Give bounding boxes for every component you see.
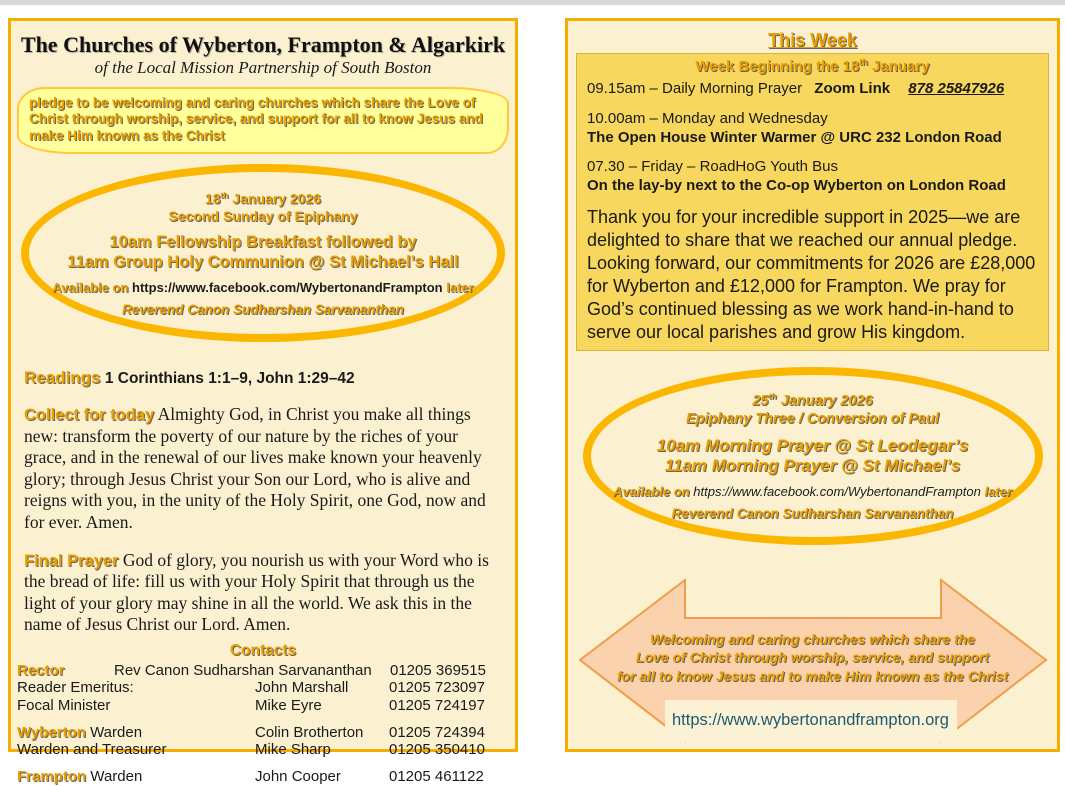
this-week-heading: This Week bbox=[768, 30, 857, 50]
mission-line-1: Welcoming and caring churches which share the bbox=[650, 630, 975, 647]
week-beginning-heading: Week Beginning the 18th January bbox=[695, 57, 930, 75]
contact-name: Mike Eyre bbox=[255, 696, 322, 714]
mission-line-3: for all to know Jesus and to make Him known as the Christ bbox=[616, 667, 1009, 684]
later-label: later bbox=[446, 280, 474, 296]
service-line-1: 10am Morning Prayer @ St Leodegar’s bbox=[656, 436, 969, 456]
available-on-label: Available on bbox=[613, 483, 690, 499]
thank-you-paragraph: Thank you for your incredible support in 2025—we are delighted to share that we reached our annual pledge. Looking forward, our commitments for 2026 are £28,000 for Wyberton and £12,000 for Frampton. We pray for God’s continued blessing as we work hand-in-hand to serve our local parishes and grow His kingdom. bbox=[587, 206, 1036, 342]
contact-name: Colin Brotherton bbox=[255, 723, 364, 741]
open-house-location: The Open House Winter Warmer @ URC 232 London Road bbox=[587, 128, 1002, 146]
minister-name: Reverend Canon Sudharshan Sarvananthan bbox=[671, 505, 954, 521]
mission-line-2: Love of Christ through worship, service, and support bbox=[635, 649, 990, 666]
final-prayer-text: God of glory, you nourish us with your Word who is the bread of life: fill us with your Holy Spirit that through us the light of your glory may shine in all the world. We ask this in the name of Jesus Christ our Lord. Amen. bbox=[24, 549, 489, 635]
collect-paragraph bbox=[24, 404, 502, 533]
contact-role: Wyberton Warden bbox=[17, 723, 143, 741]
morning-prayer-text: 09.15am – Daily Morning Prayer bbox=[587, 80, 803, 97]
schedule-item-open-house bbox=[587, 110, 1038, 148]
service-oval-18-jan bbox=[21, 164, 505, 342]
contact-row-focal-minister bbox=[17, 697, 511, 715]
contact-name: John Marshall bbox=[255, 679, 349, 697]
pledge-text: pledge to be welcoming and caring churches which share the Love of Christ through worship, service, and support for all to know Jesus and make Him known as the Christ bbox=[29, 95, 483, 143]
contact-row-rector bbox=[17, 662, 511, 680]
contact-phone: 01205 724197 bbox=[389, 696, 485, 714]
contact-phone: 01205 724394 bbox=[389, 723, 485, 741]
contact-name: John Cooper bbox=[255, 768, 341, 785]
window-top-edge bbox=[0, 0, 1065, 5]
contact-row-frampton-warden bbox=[17, 768, 511, 786]
zoom-link-label: Zoom Link bbox=[814, 80, 891, 97]
available-on-label: Available on bbox=[52, 280, 129, 296]
service-date: 25th January 2026 bbox=[752, 391, 873, 409]
mission-arrow-banner bbox=[577, 567, 1049, 755]
facebook-link[interactable]: https://www.facebook.com/WybertonandFrampton bbox=[132, 280, 443, 296]
website-url-box bbox=[665, 700, 957, 742]
readings-text: 1 Corinthians 1:1–9, John 1:29–42 bbox=[104, 370, 355, 388]
liturgical-day: Epiphany Three / Conversion of Paul bbox=[686, 410, 939, 427]
church-title: The Churches of Wyberton, Frampton & Algarkirk bbox=[20, 32, 506, 57]
youth-bus-time: 07.30 – Friday – RoadHoG Youth Bus bbox=[587, 158, 839, 176]
church-subtitle: of the Local Mission Partnership of South Boston bbox=[94, 58, 432, 77]
contact-phone: 01205 461122 bbox=[389, 768, 484, 785]
contact-phone: 01205 723097 bbox=[389, 679, 485, 697]
collect-label: Collect for today bbox=[24, 406, 155, 425]
contacts-table bbox=[11, 660, 515, 786]
contact-role: Rector bbox=[17, 661, 65, 679]
availability-line bbox=[52, 280, 473, 295]
zoom-meeting-id[interactable]: 878 25847926 bbox=[908, 80, 1005, 97]
right-page-panel bbox=[565, 18, 1060, 752]
final-prayer-paragraph bbox=[24, 550, 502, 636]
minister-name: Reverend Canon Sudharshan Sarvananthan bbox=[121, 302, 405, 318]
contact-role: Frampton Warden bbox=[17, 768, 143, 785]
final-prayer-label: Final Prayer bbox=[24, 551, 119, 570]
open-house-time: 10.00am – Monday and Wednesday bbox=[587, 109, 828, 127]
pledge-banner bbox=[17, 87, 509, 154]
service-oval-25-jan bbox=[583, 367, 1043, 545]
contact-role: Focal Minister bbox=[17, 696, 111, 714]
contact-row-warden-treasurer bbox=[17, 741, 511, 759]
collect-text: Almighty God, in Christ you make all things new: transform the poverty of our nature by the riches of your grace, and in the renewal of our lives make known your heavenly glory; through Jesus Christ your Son our Lord, who is alive and reigns with you, in the unity of the Holy Spirit, one God, now and for ever. Amen. bbox=[24, 404, 486, 532]
contact-row-wyberton-warden bbox=[17, 724, 511, 742]
left-page-panel bbox=[8, 18, 518, 785]
schedule-item-youth-bus bbox=[587, 158, 1038, 196]
youth-bus-location: On the lay-by next to the Co-op Wyberton on London Road bbox=[587, 177, 1006, 194]
contact-row-reader-emeritus bbox=[17, 679, 511, 697]
contact-phone: 01205 369515 bbox=[390, 661, 486, 679]
readings-label: Readings bbox=[24, 368, 101, 388]
later-label: later bbox=[984, 483, 1012, 499]
website-link[interactable]: https://www.wybertonandframpton.org bbox=[672, 711, 949, 730]
contact-phone: 01205 350410 bbox=[389, 741, 485, 759]
availability-line bbox=[613, 484, 1012, 499]
week-schedule-box bbox=[576, 53, 1049, 351]
readings-line bbox=[24, 368, 502, 388]
service-date: 18th January 2026 bbox=[204, 189, 322, 207]
contact-role: Reader Emeritus: bbox=[17, 679, 134, 697]
schedule-item-morning-prayer bbox=[587, 80, 1038, 99]
service-line-1: 10am Fellowship Breakfast followed by bbox=[109, 233, 417, 252]
contact-name: Rev Canon Sudharshan Sarvananthan bbox=[114, 661, 372, 679]
contacts-heading: Contacts bbox=[229, 641, 297, 659]
facebook-link[interactable]: https://www.facebook.com/WybertonandFrampton bbox=[693, 483, 981, 499]
liturgical-day: Second Sunday of Epiphany bbox=[168, 207, 358, 224]
contact-name: Mike Sharp bbox=[255, 741, 331, 759]
mission-statement bbox=[617, 630, 1009, 685]
contact-role: Warden and Treasurer bbox=[17, 741, 167, 759]
service-line-2: 11am Morning Prayer @ St Michael’s bbox=[664, 456, 961, 476]
service-line-2: 11am Group Holy Communion @ St Michael’s Hall bbox=[67, 253, 459, 272]
